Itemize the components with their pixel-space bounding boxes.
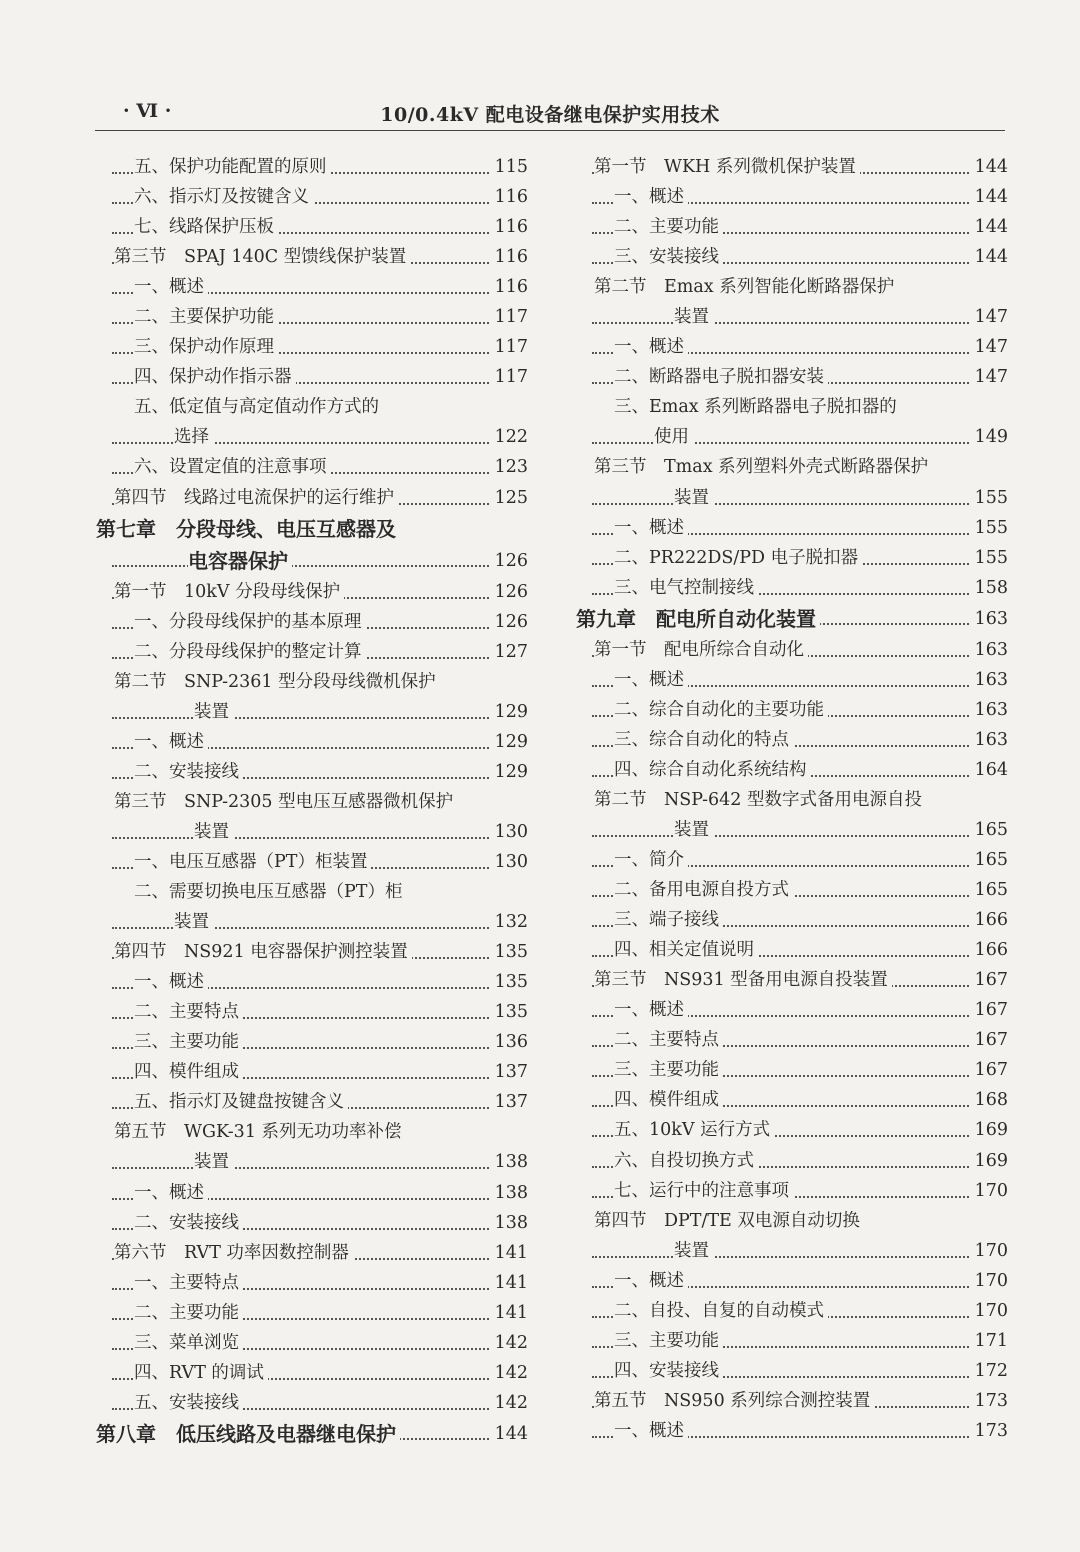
toc-right-column xyxy=(572,152,1012,1446)
toc-page-number: 135 xyxy=(491,937,528,967)
toc-section xyxy=(92,577,532,607)
toc-item xyxy=(92,182,532,212)
toc-entry-title: 一、概述 xyxy=(614,1266,688,1296)
toc-item xyxy=(572,332,1012,362)
toc-entry-title: 二、主要保护功能 xyxy=(134,302,278,332)
toc-page-number: 135 xyxy=(491,997,528,1027)
toc-entry-title: 装置 xyxy=(174,907,213,937)
toc-page-number: 165 xyxy=(971,875,1008,905)
toc-entry-title: 第三节 SPAJ 140C 型馈线保护装置 xyxy=(114,242,410,272)
toc-page-number: 123 xyxy=(491,452,528,482)
toc-page-number: 144 xyxy=(971,212,1008,242)
toc-page-number: 141 xyxy=(491,1268,528,1298)
toc-section xyxy=(572,965,1012,995)
toc-entry-title: 第一节 配电所综合自动化 xyxy=(594,635,808,665)
toc-entry-title: 装置 xyxy=(674,815,713,845)
toc-page-number: 142 xyxy=(491,1358,528,1388)
toc-entry-title: 第八章 低压线路及电器继电保护 xyxy=(96,1418,400,1450)
toc-item xyxy=(572,1085,1012,1115)
toc-entry-title: 四、综合自动化系统结构 xyxy=(614,755,811,785)
toc-item xyxy=(92,1147,532,1177)
toc-item xyxy=(572,1146,1012,1176)
toc-item xyxy=(92,877,532,907)
toc-page-number: 142 xyxy=(491,1328,528,1358)
toc-page-number: 129 xyxy=(491,757,528,787)
toc-entry-title: 二、断路器电子脱扣器安装 xyxy=(614,362,828,392)
toc-page-number: 169 xyxy=(971,1146,1008,1176)
toc-page-number: 138 xyxy=(491,1147,528,1177)
toc-item xyxy=(92,607,532,637)
toc-item xyxy=(92,1087,532,1117)
toc-item xyxy=(572,665,1012,695)
toc-page-number: 173 xyxy=(971,1386,1008,1416)
toc-section xyxy=(572,635,1012,665)
toc-item xyxy=(572,1115,1012,1145)
toc-page-number: 155 xyxy=(971,543,1008,573)
toc-entry-title: 三、电气控制接线 xyxy=(614,573,758,603)
toc-item xyxy=(92,1057,532,1087)
toc-entry-title: 装置 xyxy=(674,1236,713,1266)
toc-entry-title: 第三节 Tmax 系列塑料外壳式断路器保护 xyxy=(594,452,932,482)
toc-item xyxy=(92,697,532,727)
toc-page-number: 167 xyxy=(971,995,1008,1025)
toc-entry-title: 一、简介 xyxy=(614,845,688,875)
toc-item xyxy=(572,725,1012,755)
toc-entry-title: 一、概述 xyxy=(134,272,208,302)
toc-page-number: 135 xyxy=(491,967,528,997)
toc-item xyxy=(92,967,532,997)
toc-entry-title: 第三节 SNP-2305 型电压互感器微机保护 xyxy=(114,787,457,817)
toc-entry-title: 四、模件组成 xyxy=(134,1057,243,1087)
toc-item xyxy=(572,513,1012,543)
toc-item xyxy=(572,695,1012,725)
toc-item xyxy=(92,727,532,757)
toc-item xyxy=(92,152,532,182)
toc-entry-title: 二、综合自动化的主要功能 xyxy=(614,695,828,725)
toc-entry-title: 二、安装接线 xyxy=(134,1208,243,1238)
toc-page-number: 147 xyxy=(971,332,1008,362)
toc-item xyxy=(572,755,1012,785)
toc-page-number: 144 xyxy=(971,152,1008,182)
toc-entry-title: 三、保护动作原理 xyxy=(134,332,278,362)
toc-section xyxy=(572,785,1012,815)
toc-item xyxy=(92,392,532,422)
page-number: · Ⅵ · xyxy=(123,100,172,122)
toc-page-number: 169 xyxy=(971,1115,1008,1145)
toc-entry-title: 七、线路保护压板 xyxy=(134,212,278,242)
toc-page-number: 170 xyxy=(971,1266,1008,1296)
toc-item xyxy=(572,1326,1012,1356)
toc-page-number: 163 xyxy=(971,665,1008,695)
toc-entry-title: 一、分段母线保护的基本原理 xyxy=(134,607,366,637)
toc-entry-title: 三、菜单浏览 xyxy=(134,1328,243,1358)
toc-page-number: 116 xyxy=(491,272,528,302)
toc-item xyxy=(572,182,1012,212)
toc-page-number: 137 xyxy=(491,1057,528,1087)
toc-entry-title: 三、安装接线 xyxy=(614,242,723,272)
toc-page-number: 130 xyxy=(491,847,528,877)
toc-item xyxy=(92,1298,532,1328)
toc-page-number: 163 xyxy=(971,635,1008,665)
toc-entry-title: 一、概述 xyxy=(614,513,688,543)
toc-page-number: 137 xyxy=(491,1087,528,1117)
toc-section xyxy=(572,1206,1012,1236)
toc-page-number: 155 xyxy=(971,483,1008,513)
toc-entry-title: 第五节 WGK-31 系列无功功率补偿 xyxy=(114,1117,406,1147)
toc-page-number: 144 xyxy=(971,242,1008,272)
toc-entry-title: 装置 xyxy=(674,302,713,332)
toc-entry-title: 四、相关定值说明 xyxy=(614,935,758,965)
toc-entry-title: 装置 xyxy=(674,483,713,513)
toc-page-number: 166 xyxy=(971,905,1008,935)
toc-item xyxy=(572,242,1012,272)
toc-page-number: 164 xyxy=(971,755,1008,785)
toc-entry-title: 四、保护动作指示器 xyxy=(134,362,296,392)
toc-page-number: 130 xyxy=(491,817,528,847)
toc-entry-title: 四、安装接线 xyxy=(614,1356,723,1386)
toc-item xyxy=(92,637,532,667)
toc-entry-title: 一、概述 xyxy=(134,727,208,757)
toc-page-number: 170 xyxy=(971,1296,1008,1326)
toc-item xyxy=(572,422,1012,452)
toc-page-number: 166 xyxy=(971,935,1008,965)
toc-page-number: 125 xyxy=(491,483,528,513)
toc-entry-title: 二、备用电源自投方式 xyxy=(614,875,793,905)
toc-page-number: 127 xyxy=(491,637,528,667)
toc-page-number: 163 xyxy=(971,725,1008,755)
toc-page-number: 141 xyxy=(491,1298,528,1328)
toc-item xyxy=(92,1268,532,1298)
toc-item xyxy=(572,1266,1012,1296)
toc-entry-title: 一、概述 xyxy=(614,182,688,212)
toc-item xyxy=(92,847,532,877)
toc-item xyxy=(92,1388,532,1418)
toc-item xyxy=(572,905,1012,935)
toc-entry-title: 第七章 分段母线、电压互感器及 xyxy=(96,513,400,545)
toc-entry-title: 第五节 NS950 系列综合测控装置 xyxy=(594,1386,874,1416)
toc-page-number: 116 xyxy=(491,182,528,212)
toc-page-number: 167 xyxy=(971,1025,1008,1055)
toc-entry-title: 二、PR222DS/PD 电子脱扣器 xyxy=(614,543,862,573)
toc-item xyxy=(572,212,1012,242)
toc-item xyxy=(92,1358,532,1388)
toc-item xyxy=(572,483,1012,513)
toc-page-number: 149 xyxy=(971,422,1008,452)
toc-page-number: 141 xyxy=(491,1238,528,1268)
toc-entry-title: 第四节 DPT/TE 双电源自动切换 xyxy=(594,1206,864,1236)
toc-section xyxy=(92,937,532,967)
toc-page-number: 173 xyxy=(971,1416,1008,1446)
toc-page-number: 147 xyxy=(971,362,1008,392)
toc-item xyxy=(572,573,1012,603)
toc-entry-title: 二、需要切换电压互感器（PT）柜 xyxy=(134,877,406,907)
toc-entry-title: 二、主要特点 xyxy=(614,1025,723,1055)
toc-entry-title: 一、概述 xyxy=(614,665,688,695)
toc-entry-title: 第一节 WKH 系列微机保护装置 xyxy=(594,152,860,182)
toc-entry-title: 六、自投切换方式 xyxy=(614,1146,758,1176)
toc-item xyxy=(572,362,1012,392)
toc-page-number: 163 xyxy=(971,695,1008,725)
toc-item xyxy=(572,1176,1012,1206)
toc-page-number: 126 xyxy=(491,607,528,637)
toc-page-number: 172 xyxy=(971,1356,1008,1386)
toc-item xyxy=(92,997,532,1027)
toc-item xyxy=(572,935,1012,965)
toc-section xyxy=(92,242,532,272)
toc-item xyxy=(92,1178,532,1208)
toc-entry-title: 选择 xyxy=(174,422,213,452)
toc-entry-title: 一、概述 xyxy=(614,332,688,362)
toc-entry-title: 五、指示灯及键盘按键含义 xyxy=(134,1087,348,1117)
toc-entry-title: 一、概述 xyxy=(134,1178,208,1208)
toc-item xyxy=(572,995,1012,1025)
toc-entry-title: 一、概述 xyxy=(614,1416,688,1446)
toc-entry-title: 二、主要功能 xyxy=(614,212,723,242)
toc-entry-title: 四、RVT 的调试 xyxy=(134,1358,268,1388)
toc-page-number: 165 xyxy=(971,845,1008,875)
toc-entry-title: 五、10kV 运行方式 xyxy=(614,1115,774,1145)
toc-entry-title: 五、保护功能配置的原则 xyxy=(134,152,331,182)
toc-page-number: 163 xyxy=(971,603,1008,635)
toc-page-number: 142 xyxy=(491,1388,528,1418)
toc-chapter xyxy=(92,1418,532,1450)
toc-page-number: 167 xyxy=(971,965,1008,995)
toc-section xyxy=(572,152,1012,182)
toc-entry-title: 第六节 RVT 功率因数控制器 xyxy=(114,1238,353,1268)
toc-page-number: 144 xyxy=(971,182,1008,212)
toc-page-number: 117 xyxy=(491,332,528,362)
toc-entry-title: 三、主要功能 xyxy=(614,1055,723,1085)
toc-item xyxy=(572,1356,1012,1386)
toc-item xyxy=(572,1236,1012,1266)
toc-item xyxy=(572,1416,1012,1446)
toc-page-number: 170 xyxy=(971,1236,1008,1266)
toc-entry-title: 一、主要特点 xyxy=(134,1268,243,1298)
toc-page-number: 147 xyxy=(971,302,1008,332)
toc-page-number: 170 xyxy=(971,1176,1008,1206)
toc-item xyxy=(92,302,532,332)
toc-page-number: 115 xyxy=(491,152,528,182)
toc-entry-title: 第九章 配电所自动化装置 xyxy=(576,603,820,635)
toc-entry-title: 五、安装接线 xyxy=(134,1388,243,1418)
toc-item xyxy=(572,845,1012,875)
toc-item xyxy=(92,907,532,937)
toc-entry-title: 装置 xyxy=(194,1147,233,1177)
book-title: 10/0.4kV 配电设备继电保护实用技术 xyxy=(380,104,720,126)
toc-item xyxy=(92,1208,532,1238)
toc-item xyxy=(572,875,1012,905)
toc-entry-title: 二、安装接线 xyxy=(134,757,243,787)
toc-item xyxy=(572,302,1012,332)
toc-entry-title: 第二节 Emax 系列智能化断路器保护 xyxy=(594,272,898,302)
toc-section xyxy=(572,1386,1012,1416)
toc-item xyxy=(572,392,1012,422)
toc-item xyxy=(92,422,532,452)
toc-page-number: 126 xyxy=(491,545,528,577)
toc-page-number: 168 xyxy=(971,1085,1008,1115)
toc-section xyxy=(92,1117,532,1147)
toc-item xyxy=(92,817,532,847)
toc-page-number: 171 xyxy=(971,1326,1008,1356)
toc-entry-title: 二、主要功能 xyxy=(134,1298,243,1328)
toc-entry-title: 二、分段母线保护的整定计算 xyxy=(134,637,366,667)
toc-page-number: 117 xyxy=(491,362,528,392)
toc-item xyxy=(92,212,532,242)
toc-section xyxy=(92,667,532,697)
toc-page-number: 116 xyxy=(491,242,528,272)
toc-section xyxy=(92,483,532,513)
toc-item xyxy=(92,332,532,362)
toc-page-number: 132 xyxy=(491,907,528,937)
toc-entry-title: 一、概述 xyxy=(134,967,208,997)
toc-entry-title: 第四节 NS921 电容器保护测控装置 xyxy=(114,937,412,967)
toc-entry-title: 第二节 SNP-2361 型分段母线微机保护 xyxy=(114,667,440,697)
toc-entry-title: 三、综合自动化的特点 xyxy=(614,725,793,755)
toc-entry-title: 三、端子接线 xyxy=(614,905,723,935)
toc-page-number: 117 xyxy=(491,302,528,332)
toc-page-number: 144 xyxy=(491,1418,528,1450)
toc-page-number: 155 xyxy=(971,513,1008,543)
toc-entry-title: 三、主要功能 xyxy=(614,1326,723,1356)
toc-entry-title: 七、运行中的注意事项 xyxy=(614,1176,793,1206)
toc-chapter xyxy=(92,513,532,545)
toc-item xyxy=(92,545,532,577)
toc-entry-title: 第二节 NSP-642 型数字式备用电源自投 xyxy=(594,785,926,815)
toc-entry-title: 四、模件组成 xyxy=(614,1085,723,1115)
toc-chapter xyxy=(572,603,1012,635)
toc-entry-title: 第三节 NS931 型备用电源自投装置 xyxy=(594,965,892,995)
toc-entry-title: 六、指示灯及按键含义 xyxy=(134,182,313,212)
toc-item xyxy=(572,1055,1012,1085)
toc-page-number: 136 xyxy=(491,1027,528,1057)
toc-entry-title: 三、Emax 系列断路器电子脱扣器的 xyxy=(614,392,901,422)
toc-entry-title: 一、概述 xyxy=(614,995,688,1025)
toc-entry-title: 一、电压互感器（PT）柜装置 xyxy=(134,847,371,877)
toc-item xyxy=(572,815,1012,845)
toc-page-number: 165 xyxy=(971,815,1008,845)
toc-page-number: 138 xyxy=(491,1178,528,1208)
toc-entry-title: 第四节 线路过电流保护的运行维护 xyxy=(114,483,398,513)
toc-item xyxy=(92,362,532,392)
toc-item xyxy=(92,452,532,482)
toc-item xyxy=(572,1025,1012,1055)
toc-section xyxy=(572,452,1012,482)
toc-entry-title: 装置 xyxy=(194,697,233,727)
toc-section xyxy=(92,787,532,817)
toc-entry-title: 使用 xyxy=(654,422,693,452)
toc-item xyxy=(92,1027,532,1057)
toc-section xyxy=(92,1238,532,1268)
toc-item xyxy=(572,543,1012,573)
toc-page-number: 122 xyxy=(491,422,528,452)
toc-item xyxy=(572,1296,1012,1326)
toc-item xyxy=(92,1328,532,1358)
toc-entry-title: 二、主要特点 xyxy=(134,997,243,1027)
toc-item xyxy=(92,272,532,302)
toc-page-number: 138 xyxy=(491,1208,528,1238)
toc-left-column xyxy=(92,152,532,1450)
toc-entry-title: 二、自投、自复的自动模式 xyxy=(614,1296,828,1326)
header-rule xyxy=(95,130,1005,131)
toc-page-number: 129 xyxy=(491,727,528,757)
toc-page-number: 158 xyxy=(971,573,1008,603)
toc-entry-title: 三、主要功能 xyxy=(134,1027,243,1057)
toc-entry-title: 电容器保护 xyxy=(188,545,292,577)
toc-entry-title: 六、设置定值的注意事项 xyxy=(134,452,331,482)
toc-page-number: 167 xyxy=(971,1055,1008,1085)
toc-entry-title: 第一节 10kV 分段母线保护 xyxy=(114,577,344,607)
toc-entry-title: 五、低定值与高定值动作方式的 xyxy=(134,392,383,422)
toc-item xyxy=(92,757,532,787)
toc-page-number: 129 xyxy=(491,697,528,727)
toc-section xyxy=(572,272,1012,302)
toc-page-number: 116 xyxy=(491,212,528,242)
toc-page-number: 126 xyxy=(491,577,528,607)
page-header xyxy=(95,98,1005,128)
toc-entry-title: 装置 xyxy=(194,817,233,847)
